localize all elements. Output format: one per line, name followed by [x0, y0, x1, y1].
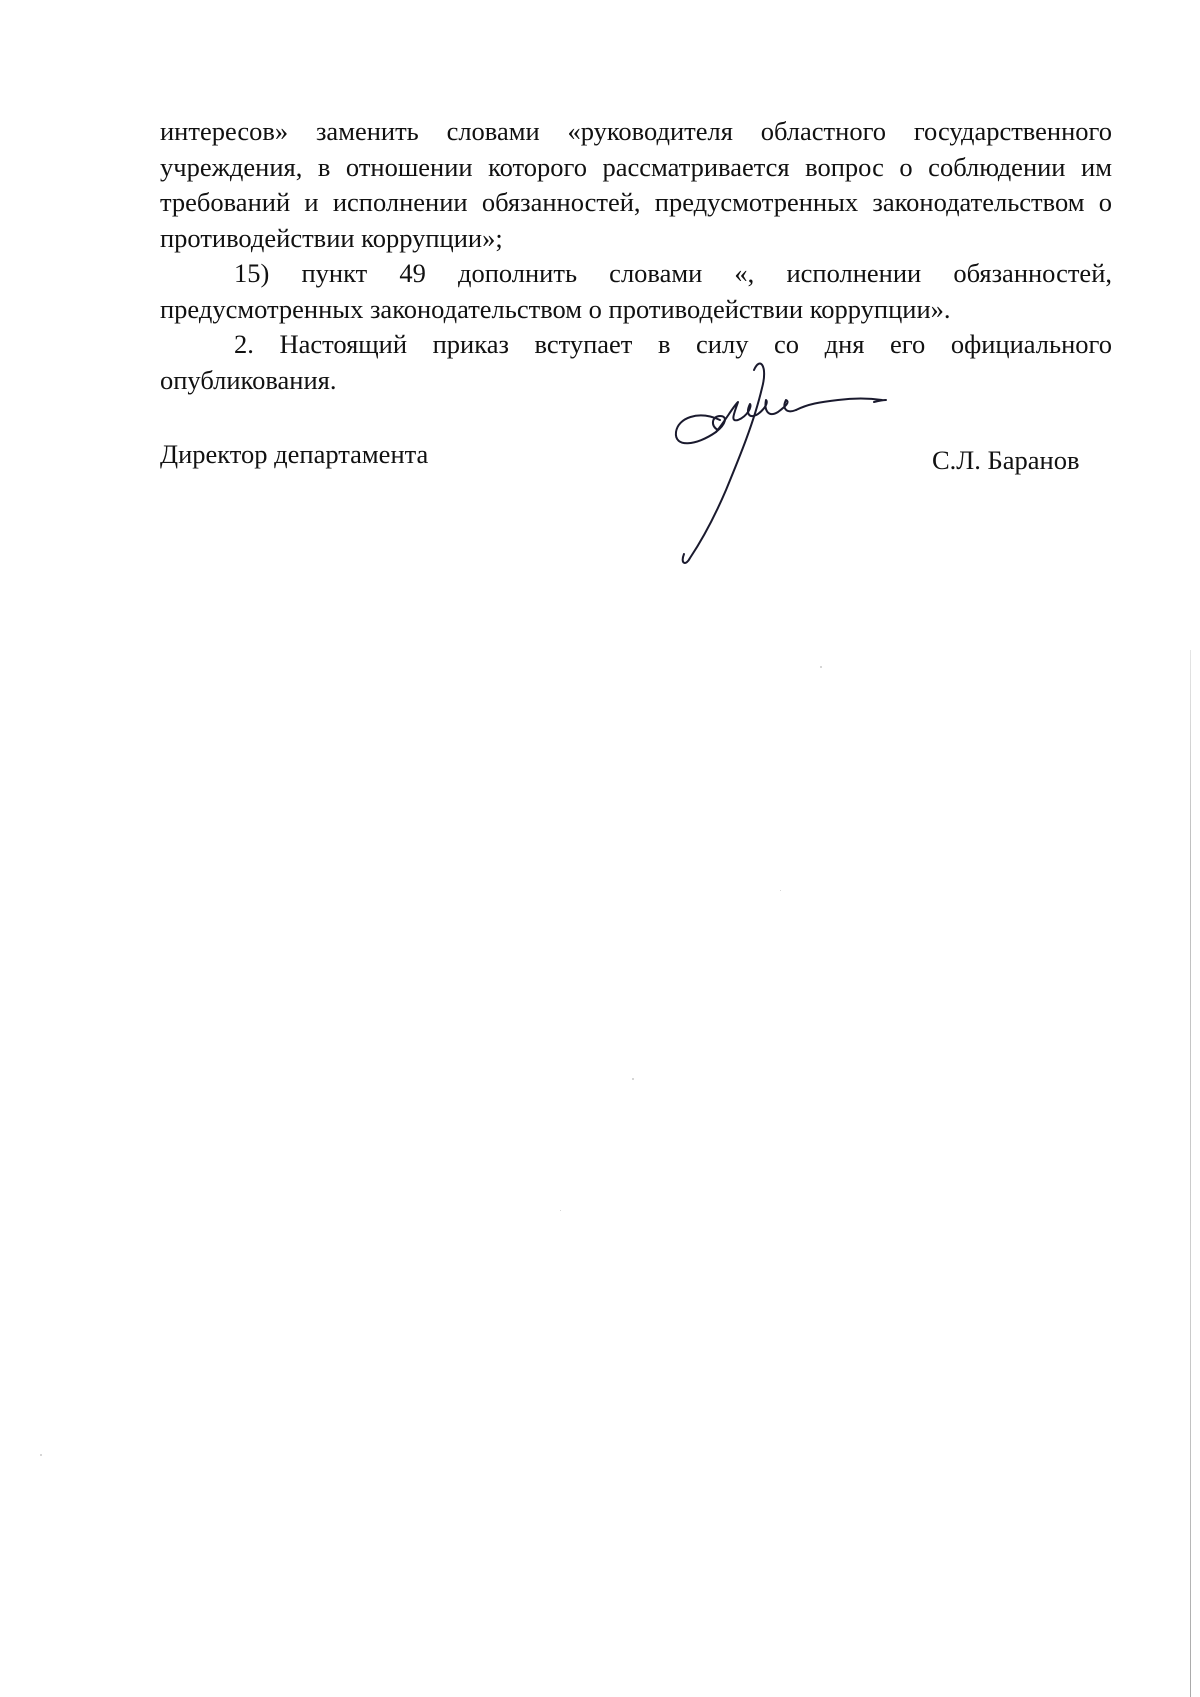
handwritten-signature: [668, 360, 898, 570]
scan-speck: [560, 1210, 561, 1211]
paragraph-effective-date: 2. Настоящий приказ вступает в силу со дня его официального опубликования.: [160, 329, 1112, 395]
paragraph-item-15: 15) пункт 49 дополнить словами «, исполнении обязанностей, предусмотренных законодательством о противодействии коррупции».: [160, 258, 1112, 324]
scan-speck: [632, 1078, 634, 1080]
scan-speck: [40, 1454, 42, 1456]
scan-speck: [780, 890, 781, 891]
signature-block: [160, 437, 1112, 477]
signatory-name: С.Л. Баранов: [932, 445, 1080, 475]
scan-edge-line: [1190, 650, 1191, 1697]
paragraph-continuation: интересов» заменить словами «руководителя областного государственного учреждения, в отношении которого рассматривается вопрос о соблюдении им требований и исполнении обязанностей, предусмотренных законодательством о противодействии коррупции»;: [160, 116, 1112, 253]
signatory-title: Директор департамента: [160, 439, 429, 469]
document-body: [160, 114, 1112, 398]
scan-speck: [820, 666, 822, 668]
